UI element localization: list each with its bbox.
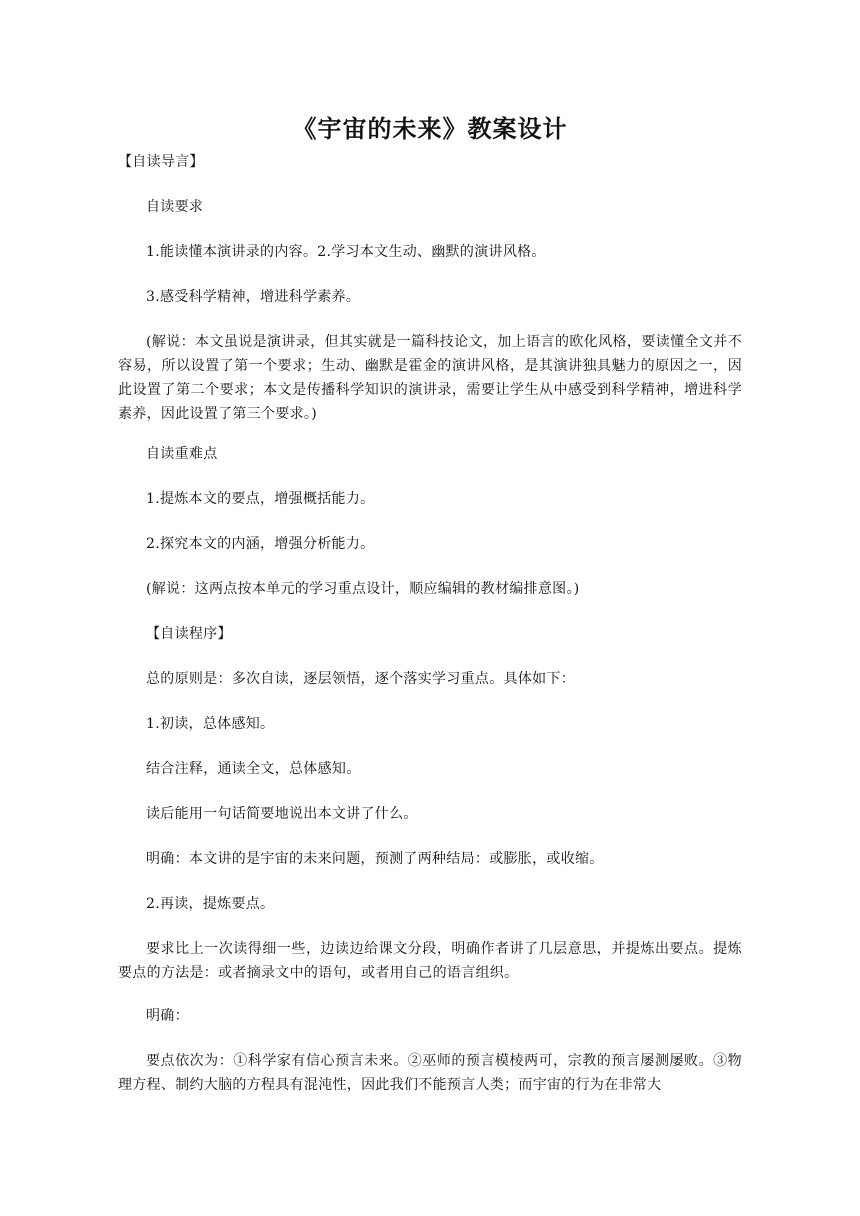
paragraph: 1.初读，总体感知。 [146,716,275,732]
paragraph: 要求比上一次读得细一些，边读边给课文分段，明确作者讲了几层意思，并提炼出要点。提炼要点的方法是：或者摘录文中的语句，或者用自己的语言组织。 [118,941,742,981]
subheading-key-points: 自读重难点 [146,446,218,462]
paragraph: 结合注释，通读全文，总体感知。 [146,761,361,777]
paragraph: 明确： [146,1008,189,1024]
paragraph: 2.再读，提炼要点。 [146,896,275,912]
document-title: 《宇宙的未来》教案设计 [292,114,568,143]
paragraph-explanation: (解说：这两点按本单元的学习重点设计，顺应编辑的教材编排意图。) [146,581,580,597]
paragraph: 1.提炼本文的要点，增强概括能力。 [146,491,375,507]
paragraph: 明确：本文讲的是宇宙的未来问题，预测了两种结局：或膨胀，或收缩。 [146,851,604,867]
paragraph: 3.感受科学精神，增进科学素养。 [146,289,361,305]
paragraph: 2.探究本文的内涵，增强分析能力。 [146,536,375,552]
subheading-requirements: 自读要求 [146,199,204,215]
paragraph: 要点依次为：①科学家有信心预言未来。②巫师的预言模棱两可，宗教的预言屡测屡败。③物理方程、制约大脑的方程具有混沌性，因此我们不能预言人类；而宇宙的行为在非常大 [118,1053,742,1093]
paragraph: 1.能读懂本演讲录的内容。2.学习本文生动、幽默的演讲风格。 [146,244,546,260]
section-heading-intro: 【自读导言】 [118,154,204,170]
paragraph: 总的原则是：多次自读，逐层领悟，逐个落实学习重点。具体如下： [146,671,575,687]
paragraph-explanation: (解说：本文虽说是演讲录，但其实就是一篇科技论文，加上语言的欧化风格，要读懂全文并不容易，所以设置了第一个要求；生动、幽默是霍金的演讲风格，是其演讲独具魅力的原因之一，因此设置了第二个要求；本文是传播科学知识的演讲录，需要让学生从中感受到科学精神，增进科学素养，因此设置了第三个要求。) [118,334,742,422]
section-heading-procedure: 【自读程序】 [146,626,232,642]
paragraph: 读后能用一句话简要地说出本文讲了什么。 [146,806,418,822]
